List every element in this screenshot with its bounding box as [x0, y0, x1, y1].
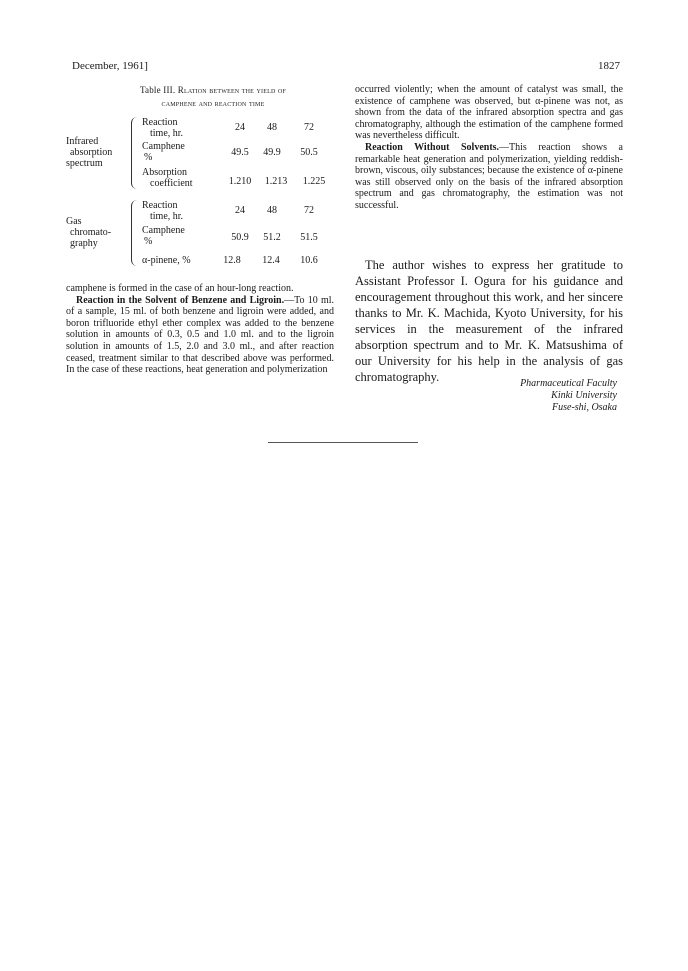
page-number: 1827	[598, 60, 620, 72]
table-cell: 12.8	[223, 255, 241, 266]
table-cell: 49.9	[263, 147, 281, 158]
table-cell: 12.4	[262, 255, 280, 266]
row-label-gc-pinene: α-pinene, %	[142, 255, 191, 266]
group-label-infrared: Infrared absorption spectrum	[66, 136, 113, 169]
section-heading: Reaction in the Solvent of Benzene and Ligroin.	[76, 294, 285, 306]
table-cell: 49.5	[231, 147, 249, 158]
group-label-gas-chromatography: Gas chromato- graphy	[66, 216, 112, 249]
end-rule	[268, 442, 418, 443]
table-cell: 48	[267, 205, 277, 216]
affiliation: Pharmaceutical Faculty Kinki University Fuse-shi, Osaka	[520, 378, 617, 413]
left-column	[66, 283, 334, 376]
table-cell: 1.225	[302, 176, 326, 187]
group-brace-gas-chromatography	[131, 200, 138, 266]
paragraph-without-solvents: Reaction Without Solvents.—This reaction shows a remarkable heat generation and polymerization, yielding reddish-brown, viscous, oily substances; because the existence of α-pinene was still observed only on the basis of the infrared absorption spectrum and gas chromatography, the estimation was not successful.	[355, 141, 623, 211]
table-cell: 72	[304, 122, 314, 133]
running-header-date: December, 1961]	[72, 60, 148, 72]
table-cell: 1.210	[228, 176, 252, 187]
table-caption-text-2: camphene and reaction time	[161, 98, 265, 108]
table-cell: 50.5	[300, 147, 318, 158]
table-cell: 51.5	[300, 232, 318, 243]
table-caption-text-1: Rlation between the yield of	[177, 85, 287, 95]
row-label-ir-camphene: Camphene %	[142, 141, 185, 163]
table-cell: 10.6	[300, 255, 318, 266]
row-label-ir-absorption: Absorption coefficient	[142, 167, 193, 189]
acknowledgement: The author wishes to express her gratitude to Assistant Professor I. Ogura for his guidance and encouragement throughout this work, and her sincere thanks to Mr. K. Machida, Kyoto University, for his services in the measurement of the infrared absorption spectrum and to Mr. K. Matsushima of our University for his help in the analysis of gas chromatography.	[355, 258, 623, 384]
table-cell: 48	[267, 122, 277, 133]
group-brace-infrared	[131, 117, 138, 189]
table-cell: 1.213	[264, 176, 288, 187]
table-caption-label: Table III.	[139, 85, 176, 95]
row-label-ir-reaction-time: Reaction time, hr.	[142, 117, 184, 139]
section-heading: Reaction Without Solvents.	[365, 141, 500, 153]
table-cell: 24	[235, 205, 245, 216]
table-cell: 51.2	[263, 232, 281, 243]
paragraph-benzene-ligroin: Reaction in the Solvent of Benzene and Ligroin.—To 10 ml. of a sample, 15 ml. of both benzene and ligroin were added, and boron trifluoride ethyl ether complex was added to the benzene solution in amounts of 0.3, 0.5 and 1.0 ml. and to the ligroin solution in amounts of 1.5, 2.0 and 3.0 ml., and after reaction ceased, treatment similar to that described above was performed. In the case of these reactions, heat generation and polymerization	[66, 294, 335, 376]
row-label-gc-reaction-time: Reaction time, hr.	[142, 200, 184, 222]
table-caption	[78, 84, 348, 110]
row-label-gc-camphene: Camphene %	[142, 225, 185, 247]
table-cell: 50.9	[231, 232, 249, 243]
paragraph: occurred violently; when the amount of catalyst was small, the existence of camphene was observed, but α-pinene was not, as shown from the data of the infrared absorption spectra and gas chromatography, although the estimation of the camphene formed was nevertheless difficult.	[355, 84, 623, 142]
table-cell: 72	[304, 205, 314, 216]
table-cell: 24	[235, 122, 245, 133]
paragraph: camphene is formed in the case of an hour-long reaction.	[66, 283, 294, 294]
right-column	[355, 84, 623, 212]
